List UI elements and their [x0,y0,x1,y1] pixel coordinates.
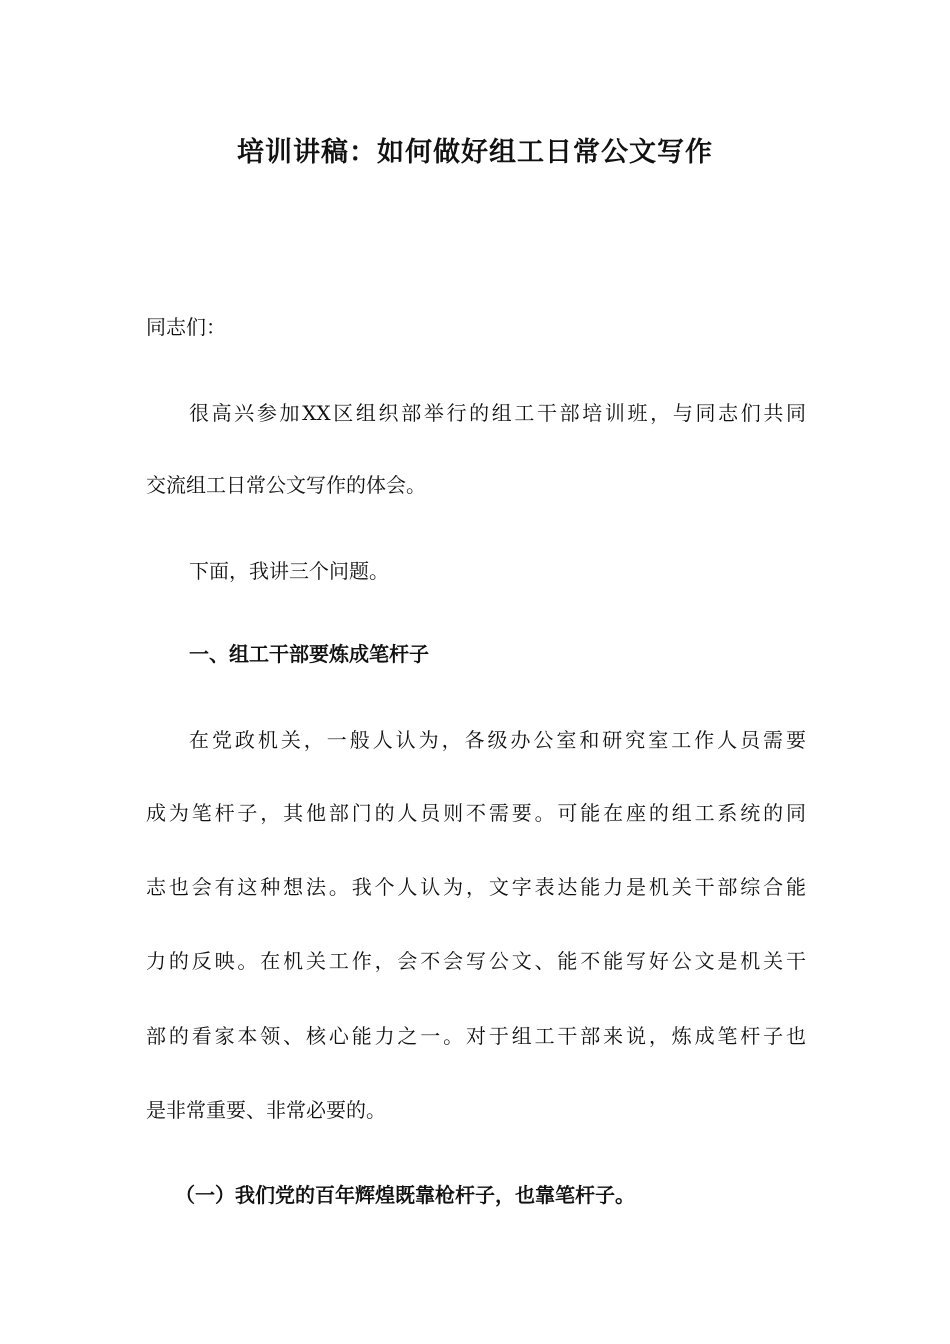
subsection-heading-1: （一）我们党的百年辉煌既靠枪杆子，也靠笔杆子。 [175,1183,635,1207]
section1-line-4: 力的反映。在机关工作，会不会写公文、能不能写好公文是机关干 [146,949,806,973]
section1-line-3: 志也会有这种想法。我个人认为，文字表达能力是机关干部综合能 [146,875,806,899]
salutation: 同志们： [146,315,226,339]
document-title: 培训讲稿：如何做好组工日常公文写作 [237,137,713,168]
intro-line-2: 交流组工日常公文写作的体会。 [146,473,426,497]
section1-line-1: 在党政机关，一般人认为，各级办公室和研究室工作人员需要 [189,728,806,752]
outline-intro: 下面，我讲三个问题。 [189,559,389,583]
section1-line-2: 成为笔杆子，其他部门的人员则不需要。可能在座的组工系统的同 [146,801,806,825]
section1-line-6: 是非常重要、非常必要的。 [146,1098,386,1122]
section1-line-5: 部的看家本领、核心能力之一。对于组工干部来说，炼成笔杆子也 [146,1024,806,1048]
intro-line-1: 很高兴参加XX区组织部举行的组工干部培训班，与同志们共同 [189,401,806,425]
section-heading-1: 一、组工干部要炼成笔杆子 [189,642,429,666]
